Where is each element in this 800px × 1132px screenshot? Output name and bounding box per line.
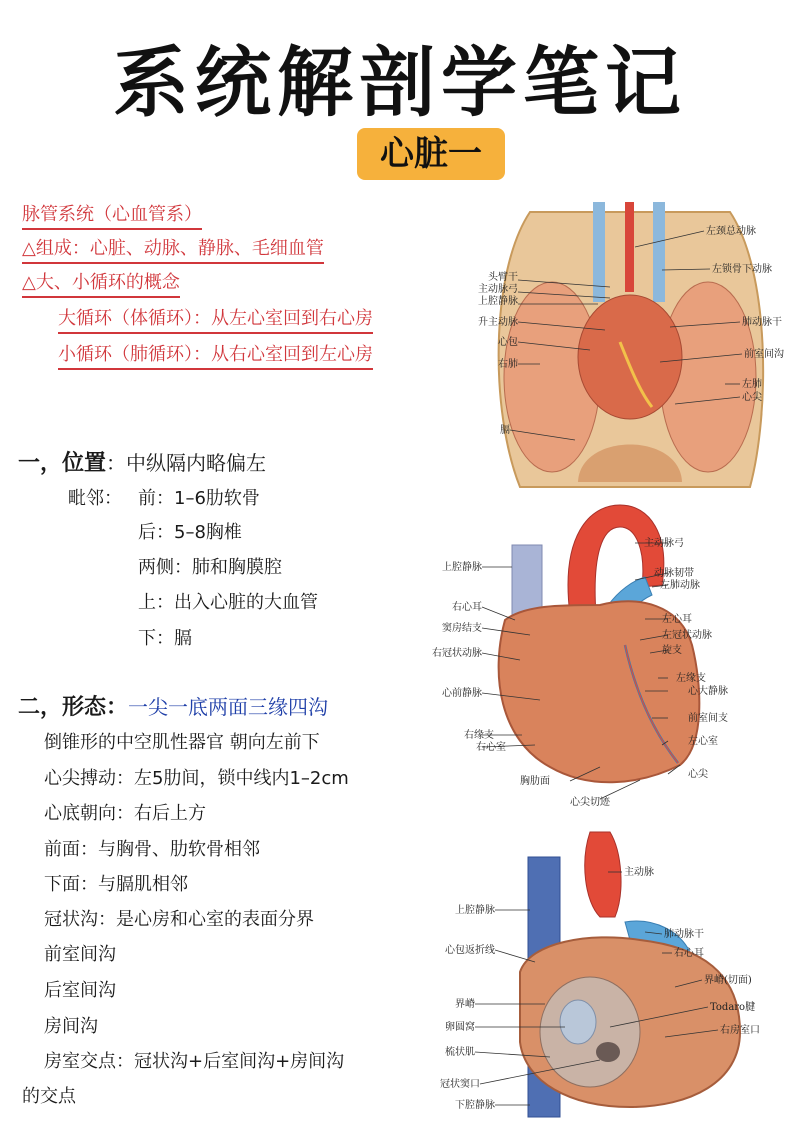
fig2-label: 心尖切迹 [570,797,610,808]
fig2-label: 动脉韧带 [654,568,694,579]
adjacent-item: 两侧：肺和胸膜腔 [138,557,282,578]
fig3-label: 肺动脉干 [664,929,704,940]
fig2-label: 上腔静脉 [442,562,482,573]
fig3-label: 界嵴(切面) [704,975,752,986]
adjacent-item: 上：出入心脏的大血管 [138,592,318,613]
shape-line: 心底朝向：右后上方 [44,803,206,824]
fig1-label: 心尖 [742,392,762,403]
right-brachiocephalic-vein [593,202,605,302]
fig2-label: 主动脉弓 [644,538,684,549]
heart [578,295,682,419]
section2-title: 形态： [62,695,129,720]
adjacent-item: 后：5–8胸椎 [138,522,242,543]
figure-right-atrium-interior [440,822,790,1122]
aorta [585,832,621,917]
fig2-label: 旋支 [662,645,682,656]
section2-number: 二， [18,695,63,720]
fig1-label: 左锁骨下动脉 [712,264,772,275]
fig2-label: 左冠状动脉 [662,630,712,641]
fig1-label: 右肺 [498,359,518,370]
section2-heading [18,690,328,721]
fig3-label: 主动脉 [624,867,654,878]
shape-line: 下面：与膈肌相邻 [44,874,188,895]
section2-summary: 一尖一底两面三缘四沟 [128,695,329,719]
intro-line: 大循环（体循环）：从左心室回到右心房 [58,304,373,334]
intro-line: △组成：心脏、动脉、静脉、毛细血管 [22,234,324,264]
section1-heading [18,446,266,477]
shape-line: 房室交点：冠状沟+后室间沟+房间沟 [44,1051,345,1072]
carotid-artery [625,202,634,292]
fig2-label: 心大静脉 [688,686,728,697]
figure-heart-anterior [430,495,795,815]
fig3-label: 冠状窦口 [440,1079,480,1090]
fig2-label: 右冠状动脉 [432,648,482,659]
fig1-label: 左肺 [742,379,762,390]
fig3-label: 右房室口 [720,1025,760,1036]
fig2-label: 右缘支 [464,730,494,741]
fig2-label: 心前静脉 [442,688,482,699]
fig2-label: 左心室 [688,736,718,747]
fig3-label: 右心耳 [674,948,704,959]
fig1-label: 升主动脉 [478,317,518,328]
adjacent-item: 前：1–6肋软骨 [138,488,260,509]
fossa-ovalis [560,1000,596,1044]
section1-title: 位置 [62,451,107,476]
fig1-label: 主动脉弓 [478,284,518,295]
fig2-label: 右心耳 [452,602,482,613]
fig3-label: 心包返折线 [445,945,495,956]
fig1-label: 心包 [498,337,518,348]
fig1-label: 膈 [500,425,510,436]
left-brachiocephalic-vein [653,202,665,302]
fig2-label: 左心耳 [662,614,692,625]
shape-line: 心尖搏动：左5肋间，锁中线内1–2cm [44,768,349,789]
coronary-sinus-opening [596,1042,620,1062]
shape-line: 倒锥形的中空肌性器官 朝向左前下 [44,732,320,753]
fig3-label: 上腔静脉 [455,905,495,916]
fig1-label: 前室间沟 [744,349,784,360]
shape-line: 前面：与胸骨、肋软骨相邻 [44,839,260,860]
fig3-label: 界嵴 [455,999,475,1010]
shape-line: 的交点 [22,1086,76,1107]
shape-line: 前室间沟 [44,944,116,965]
fig2-label: 窦房结支 [442,623,482,634]
fig1-label: 上腔静脉 [478,296,518,307]
fig2-label: 心尖 [688,769,708,780]
shape-line: 冠状沟：是心房和心室的表面分界 [44,909,314,930]
intro-line: △大、小循环的概念 [22,268,180,298]
fig2-label: 左缘支 [676,673,706,684]
adjacent-item: 下：膈 [138,628,192,649]
heart-ventricles [499,601,700,782]
fig3-label: 下腔静脉 [455,1100,495,1111]
fig2-label: 前室间支 [688,713,728,724]
fig3-label: Todaro腱 [710,1002,756,1013]
figure-heart-in-thorax [470,192,790,497]
shape-line: 后室间沟 [44,980,116,1001]
shape-line: 房间沟 [44,1016,98,1037]
fig1-label: 左颈总动脉 [706,226,756,237]
fig2-label: 胸肋面 [520,776,550,787]
fig1-label: 头臂干 [488,272,518,283]
subtitle-badge: 心脏一 [357,128,505,180]
intro-line: 脉管系统（心血管系） [22,200,202,230]
fig3-label: 卵圆窝 [445,1022,475,1033]
fig2-label: 左肺动脉 [660,580,700,591]
fig1-label: 肺动脉干 [742,317,782,328]
section1-number: 一， [18,451,63,476]
fig3-label: 梳状肌 [445,1047,475,1058]
fig2-label: 右心室 [476,742,506,753]
adjacent-label: 毗邻： [68,488,122,509]
section1-text: ：中纵隔内略偏左 [106,451,267,475]
page-title: 系统解剖学笔记 [113,38,687,127]
intro-line: 小循环（肺循环）：从右心室回到左心房 [58,340,373,370]
